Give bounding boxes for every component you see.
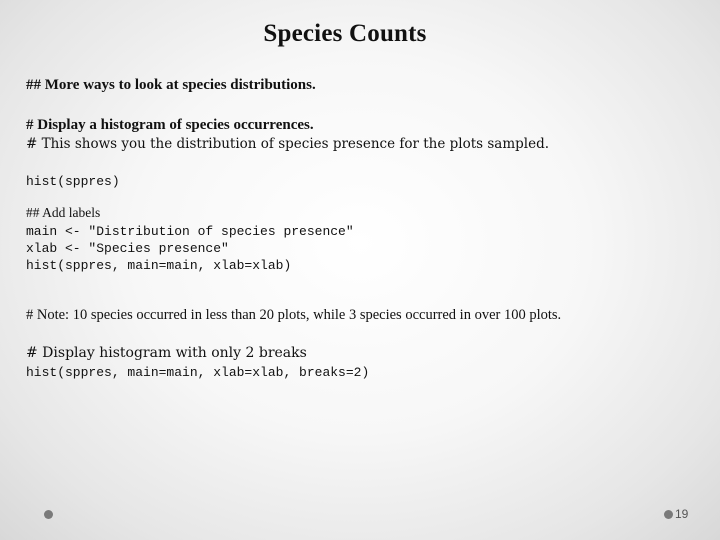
code-hist-breaks: hist(sppres, main=main, xlab=xlab, breaks=2) [26,365,370,380]
footer-divider [56,514,656,515]
comment-more-ways: ## More ways to look at species distributions. [26,77,316,93]
right-bullet-icon [664,510,673,519]
left-bullet-icon [44,510,53,519]
slide-title: Species Counts [263,20,427,47]
page-number: 19 [675,507,689,521]
comment-display-histogram: # Display a histogram of species occurrences. [26,117,314,133]
comment-this-shows: # This shows you the distribution of species presence for the plots sampled. [26,136,550,152]
comment-add-labels: ## Add labels [26,205,101,220]
code-xlab-assign: xlab <- "Species presence" [26,241,229,256]
code-main-assign: main <- "Distribution of species presence" [26,224,354,239]
comment-note: # Note: 10 species occurred in less than 20 plots, while 3 species occurred in over 100 plots. [26,307,562,323]
comment-display-breaks: # Display histogram with only 2 breaks [26,345,307,361]
code-hist: hist(sppres) [26,174,120,189]
code-hist-labels: hist(sppres, main=main, xlab=xlab) [26,258,292,273]
